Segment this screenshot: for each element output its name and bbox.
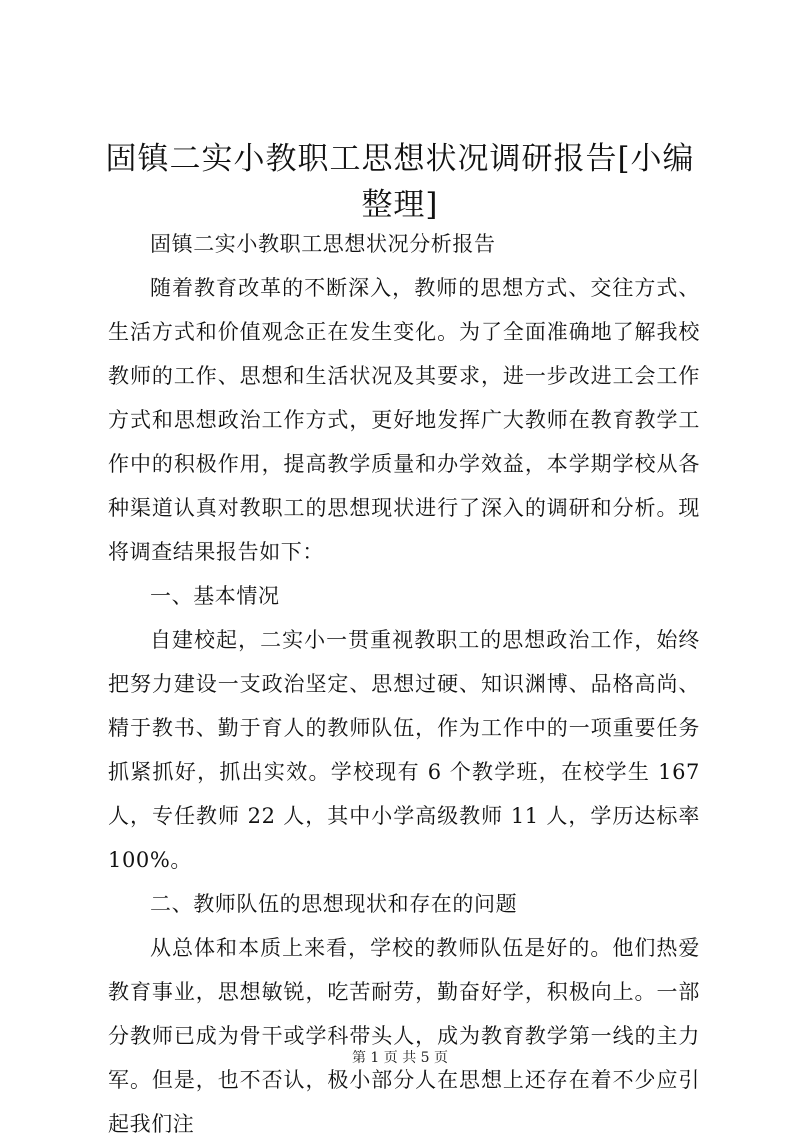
section-1-heading: 一、基本情况 xyxy=(150,584,280,608)
report-subtitle: 固镇二实小教职工思想状况分析报告 xyxy=(150,232,496,256)
section-1-paragraph: 自建校起，二实小一贯重视教职工的思想政治工作，始终把努力建设一支政治坚定、思想过硬、知识渊博、品格高尚、精于教书、勤于育人的教师队伍，作为工作中的一项重要任务抓紧抓好，抓出实效。学校现有 6 个教学班，在校学生 167 人，专任教师 22 人，其中小学高级教师 11 人，学历达标率 100%。 xyxy=(108,628,700,872)
page-number-footer: 第 1 页 共 5 页 xyxy=(351,1050,449,1066)
section-2-paragraph: 从总体和本质上来看，学校的教师队伍是好的。他们热爱教育事业，思想敏锐，吃苦耐劳，勤奋好学，积极向上。一部分教师已成为骨干或学科带头人，成为教育教学第一线的主力军。但是，也不否认，极小部分人在思想上还存在着不少应引起我们注 xyxy=(108,936,700,1136)
intro-paragraph: 随着教育改革的不断深入，教师的思想方式、交往方式、生活方式和价值观念正在发生变化。为了全面准确地了解我校教师的工作、思想和生活状况及其要求，进一步改进工会工作方式和思想政治工作方式，更好地发挥广大教师在教育教学工作中的积极作用，提高教学质量和办学效益，本学期学校从各种渠道认真对教职工的思想现状进行了深入的调研和分析。现将调查结果报告如下： xyxy=(108,276,700,564)
section-2-heading: 二、教师队伍的思想现状和存在的问题 xyxy=(150,892,518,916)
document-body xyxy=(108,222,700,1146)
document-title: 固镇二实小教职工思想状况调研报告[小编整理] xyxy=(105,141,695,223)
